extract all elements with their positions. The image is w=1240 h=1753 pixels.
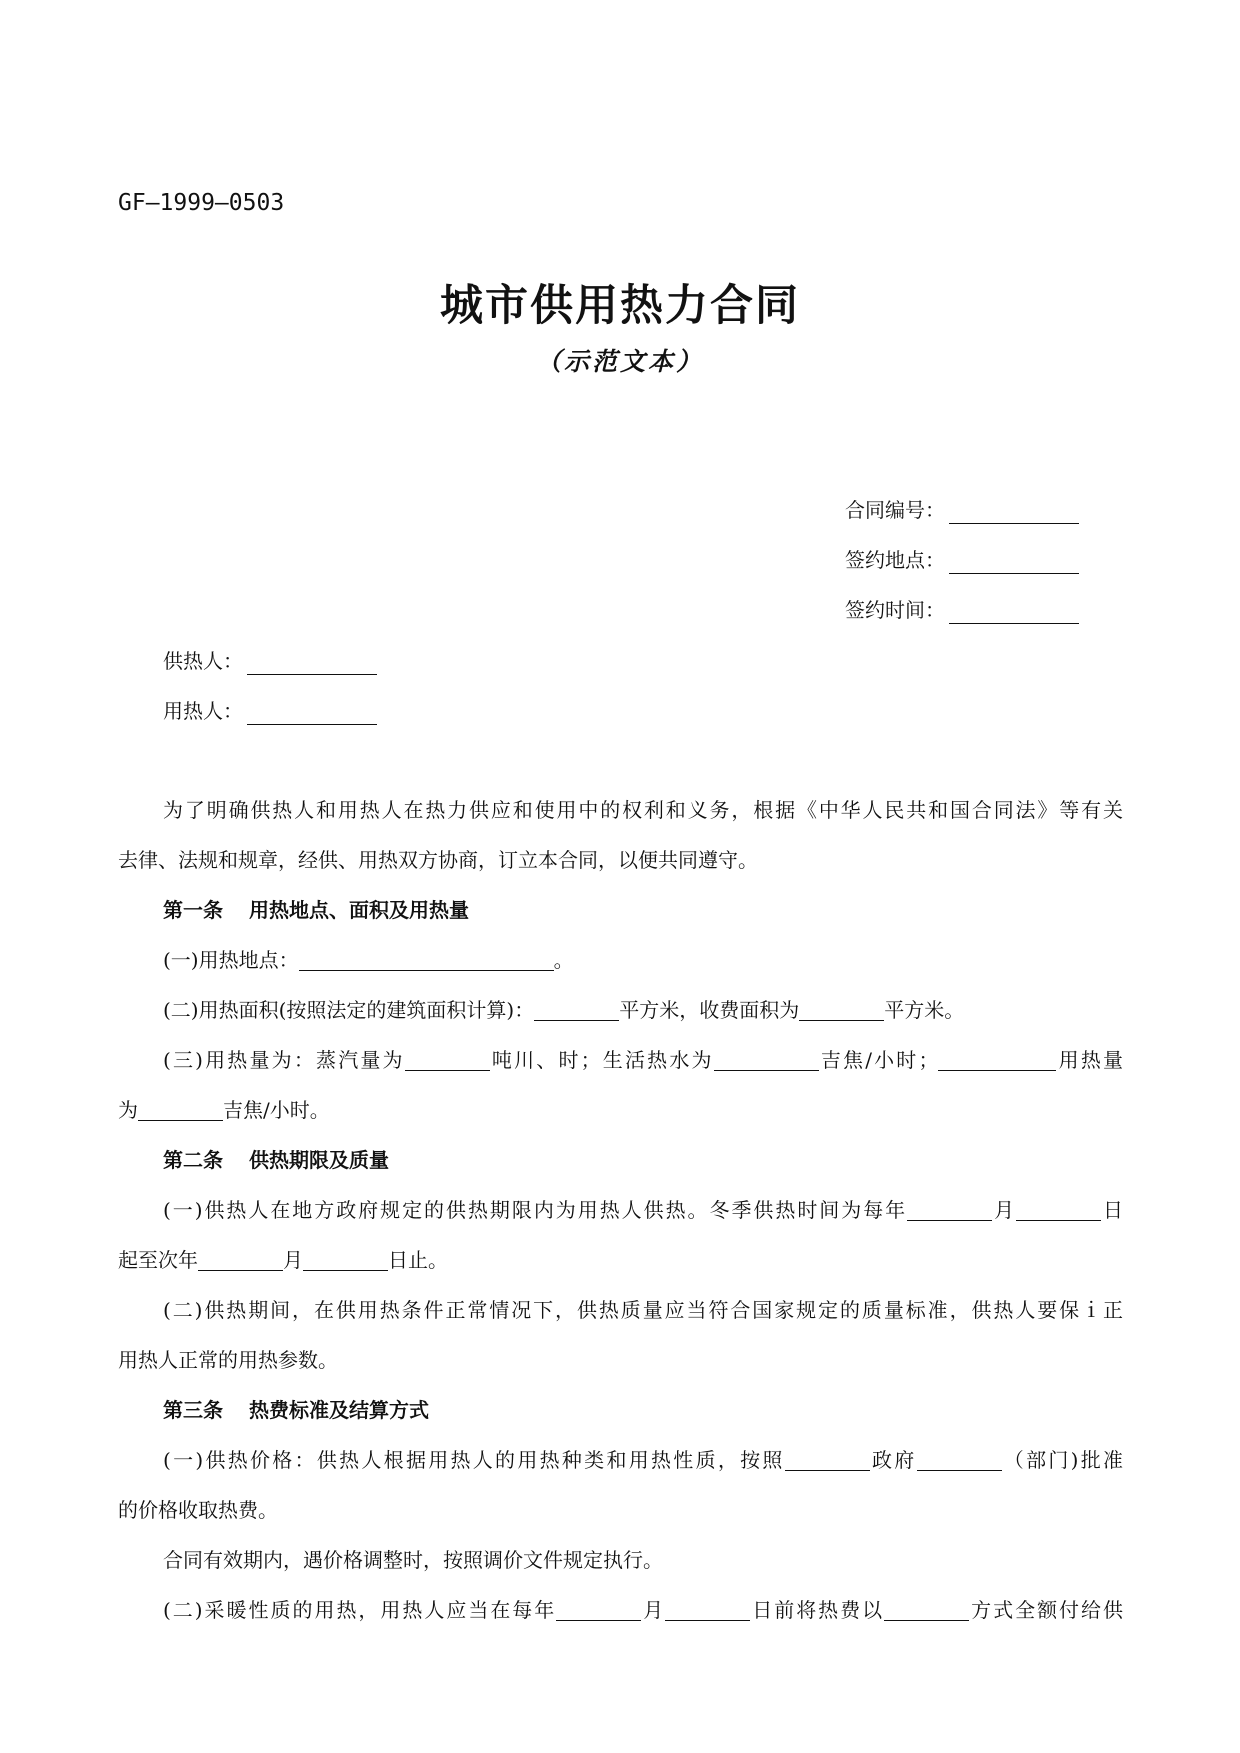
sign-place-row <box>845 546 1079 574</box>
preamble-line-2: 去律、法规和规章，经供、用热双方协商，订立本合同，以便共同遵守。 <box>118 848 758 872</box>
text-segment: （部门)批准 <box>1001 1448 1124 1472</box>
article-2-item-1-cont <box>118 1235 1123 1285</box>
text-segment: 日前将热费以 <box>750 1598 885 1622</box>
sign-time-row <box>845 596 1079 624</box>
sign-place-field[interactable] <box>949 551 1079 574</box>
charge-area-field[interactable] <box>799 998 884 1021</box>
article-2-title: 供热期限及质量 <box>249 1148 389 1172</box>
sign-time-field[interactable] <box>949 601 1079 624</box>
government-field[interactable] <box>785 1448 870 1471</box>
text-segment: 政府 <box>869 1448 917 1472</box>
text-segment: 日 <box>1101 1198 1124 1222</box>
end-day-field[interactable] <box>303 1248 388 1271</box>
heat-area-field[interactable] <box>534 998 619 1021</box>
document-code: GF—1999—0503 <box>118 190 285 216</box>
heat-location-field[interactable] <box>299 948 554 971</box>
article-1-number: 第一条 <box>163 898 223 922</box>
article-3-item-1 <box>118 1435 1123 1485</box>
department-field[interactable] <box>917 1448 1002 1471</box>
supplier-row <box>163 647 377 675</box>
text-segment: 吉焦/小时。 <box>223 1098 330 1122</box>
article-3-number: 第三条 <box>163 1398 223 1422</box>
article-2-item-2-cont: 用热人正常的用热参数。 <box>118 1348 338 1372</box>
user-row <box>163 697 377 725</box>
sign-place-label: 签约地点： <box>845 548 945 572</box>
article-2-item-1 <box>118 1185 1123 1235</box>
contract-body <box>118 785 1123 1635</box>
contract-number-row <box>845 496 1079 524</box>
text-segment: (一)供热人在地方政府规定的供热期限内为用热人供热。冬季供热时间为每年 <box>163 1198 908 1222</box>
article-2-item-2: (二)供热期间，在供用热条件正常情况下，供热质量应当符合国家规定的质量标准，供热人要保ｉ正 <box>163 1298 1123 1322</box>
text-segment: 月 <box>992 1198 1017 1222</box>
preamble-line-1: 为了明确供热人和用热人在热力供应和使用中的权利和义务，根据《中华人民共和国合同法》等有关 <box>163 798 1123 822</box>
document-title: 城市供用热力合同 <box>440 281 800 331</box>
text-segment: (二)采暖性质的用热，用热人应当在每年 <box>163 1598 557 1622</box>
article-1-heading <box>118 885 1123 935</box>
article-1-item-3 <box>118 1035 1123 1085</box>
article-3-item-1-cont: 的价格收取热费。 <box>118 1498 278 1522</box>
hot-water-field[interactable] <box>714 1048 819 1071</box>
other-heat-field[interactable] <box>938 1048 1056 1071</box>
user-label: 用热人： <box>163 699 243 723</box>
user-field[interactable] <box>247 702 377 725</box>
text-segment: 日止。 <box>388 1248 448 1272</box>
article-1-title: 用热地点、面积及用热量 <box>249 898 469 922</box>
text-segment: 为 <box>118 1098 138 1122</box>
payment-day-field[interactable] <box>665 1598 750 1621</box>
article-3-title: 热费标准及结算方式 <box>249 1398 429 1422</box>
text-segment: (一)供热价格：供热人根据用热人的用热种类和用热性质，按照 <box>163 1448 785 1472</box>
article-1-item-3-cont <box>118 1085 1123 1135</box>
text-segment: 月 <box>641 1598 666 1622</box>
text-segment: 吨川、时；生活热水为 <box>489 1048 714 1072</box>
article-3-item-2 <box>118 1585 1123 1635</box>
article-2-heading <box>118 1135 1123 1185</box>
text-segment: (二)用热面积(按照法定的建筑面积计算)： <box>163 998 535 1022</box>
payment-month-field[interactable] <box>556 1598 641 1621</box>
payment-method-field[interactable] <box>884 1598 969 1621</box>
text-segment: (三)用热量为：蒸汽量为 <box>163 1048 405 1072</box>
text-segment: 用热量 <box>1056 1048 1124 1072</box>
article-2-number: 第二条 <box>163 1148 223 1172</box>
start-day-field[interactable] <box>1016 1198 1101 1221</box>
text-segment: 月 <box>283 1248 303 1272</box>
article-1-item-1 <box>118 935 1123 985</box>
article-1-item-2 <box>118 985 1123 1035</box>
start-month-field[interactable] <box>907 1198 992 1221</box>
text-segment: 。 <box>553 948 574 972</box>
steam-amount-field[interactable] <box>405 1048 490 1071</box>
text-segment: (一)用热地点： <box>163 948 299 972</box>
document-subtitle: （示范文本） <box>535 347 704 376</box>
supplier-label: 供热人： <box>163 649 243 673</box>
text-segment: 吉焦/小时； <box>818 1048 939 1072</box>
article-3-note: 合同有效期内，遇价格调整时，按照调价文件规定执行。 <box>163 1548 663 1572</box>
sign-time-label: 签约时间： <box>845 598 945 622</box>
text-segment: 平方米，收费面积为 <box>619 998 800 1022</box>
end-month-field[interactable] <box>198 1248 283 1271</box>
contract-number-field[interactable] <box>949 501 1079 524</box>
text-segment: 方式全额付给供 <box>969 1598 1124 1622</box>
supplier-field[interactable] <box>247 652 377 675</box>
article-3-heading <box>118 1385 1123 1435</box>
heat-amount-field[interactable] <box>138 1098 223 1121</box>
text-segment: 平方米。 <box>884 998 965 1022</box>
contract-number-label: 合同编号： <box>845 498 945 522</box>
text-segment: 起至次年 <box>118 1248 198 1272</box>
